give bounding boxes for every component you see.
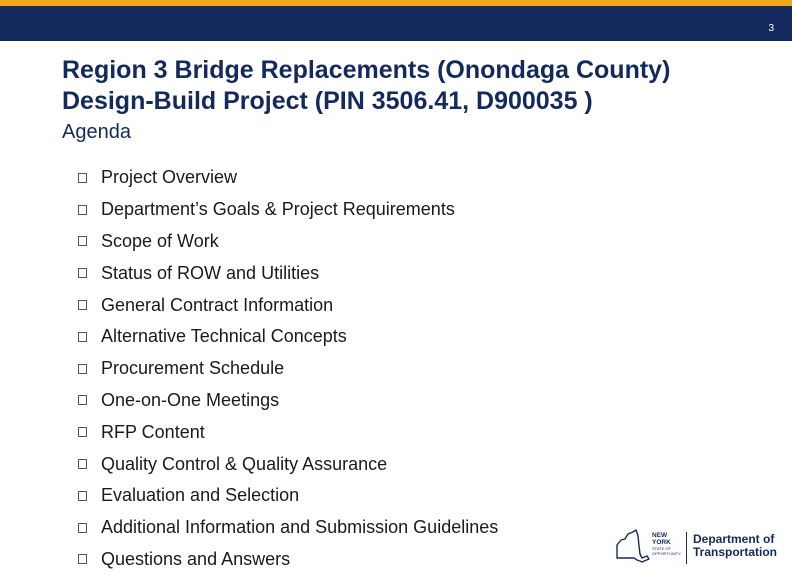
header-band <box>0 6 792 41</box>
slide-subtitle: Agenda <box>62 121 131 143</box>
agenda-item-label: Alternative Technical Concepts <box>101 326 347 347</box>
agenda-item <box>78 226 498 258</box>
new-york-state-map-icon <box>607 528 651 568</box>
agenda-item-label: Status of ROW and Utilities <box>101 262 320 283</box>
agenda-item-label: Project Overview <box>101 167 238 188</box>
nysdot-logo <box>607 526 779 568</box>
agenda-item <box>78 257 498 289</box>
agenda-item <box>78 194 498 226</box>
checkbox-bullet-icon <box>78 173 87 183</box>
ny-tagline-line: STATE OF <box>652 546 671 551</box>
checkbox-bullet-icon <box>78 427 87 437</box>
checkbox-bullet-icon <box>78 554 87 564</box>
agenda-item <box>78 544 498 576</box>
agenda-item-label: Additional Information and Submission Guidelines <box>101 517 499 538</box>
checkbox-bullet-icon <box>78 459 87 469</box>
agenda-item-label: General Contract Information <box>101 294 334 315</box>
title-line-1: Region 3 Bridge Replacements (Onondaga County) <box>62 56 671 84</box>
ny-wordmark-line: NEW YORK <box>652 532 671 546</box>
agenda-item-label: Questions and Answers <box>101 548 291 569</box>
checkbox-bullet-icon <box>78 236 87 246</box>
title-line-2: Design-Build Project (PIN 3506.41, D900035 ) <box>62 87 593 115</box>
agenda-item <box>78 416 498 448</box>
agenda-item-label: One-on-One Meetings <box>101 389 280 410</box>
checkbox-bullet-icon <box>78 300 87 310</box>
page-number: 3 <box>768 23 774 34</box>
agenda-item-label: Procurement Schedule <box>101 358 285 379</box>
checkbox-bullet-icon <box>78 364 87 374</box>
department-name-line: Department of <box>693 532 775 546</box>
checkbox-bullet-icon <box>78 491 87 501</box>
agenda-item <box>78 162 498 194</box>
agenda-item <box>78 480 498 512</box>
checkbox-bullet-icon <box>78 205 87 215</box>
checkbox-bullet-icon <box>78 395 87 405</box>
agenda-item-label: RFP Content <box>101 421 205 442</box>
ny-tagline <box>652 546 686 556</box>
department-name <box>693 533 777 559</box>
agenda-item <box>78 321 498 353</box>
slide-title <box>62 55 782 117</box>
agenda-item-label: Quality Control & Quality Assurance <box>101 453 388 474</box>
checkbox-bullet-icon <box>78 332 87 342</box>
checkbox-bullet-icon <box>78 523 87 533</box>
agenda-item <box>78 289 498 321</box>
ny-wordmark <box>652 532 686 546</box>
agenda-item <box>78 385 498 417</box>
department-name-line: Transportation <box>693 545 778 559</box>
agenda-item <box>78 512 498 544</box>
agenda-item-label: Scope of Work <box>101 230 219 251</box>
logo-divider <box>686 532 687 564</box>
agenda-list <box>78 162 498 575</box>
agenda-item <box>78 448 498 480</box>
agenda-item-label: Department’s Goals & Project Requirements <box>101 199 455 220</box>
checkbox-bullet-icon <box>78 268 87 278</box>
ny-tagline-line: OPPORTUNITY. <box>652 551 682 556</box>
agenda-item <box>78 353 498 385</box>
agenda-item-label: Evaluation and Selection <box>101 485 300 506</box>
